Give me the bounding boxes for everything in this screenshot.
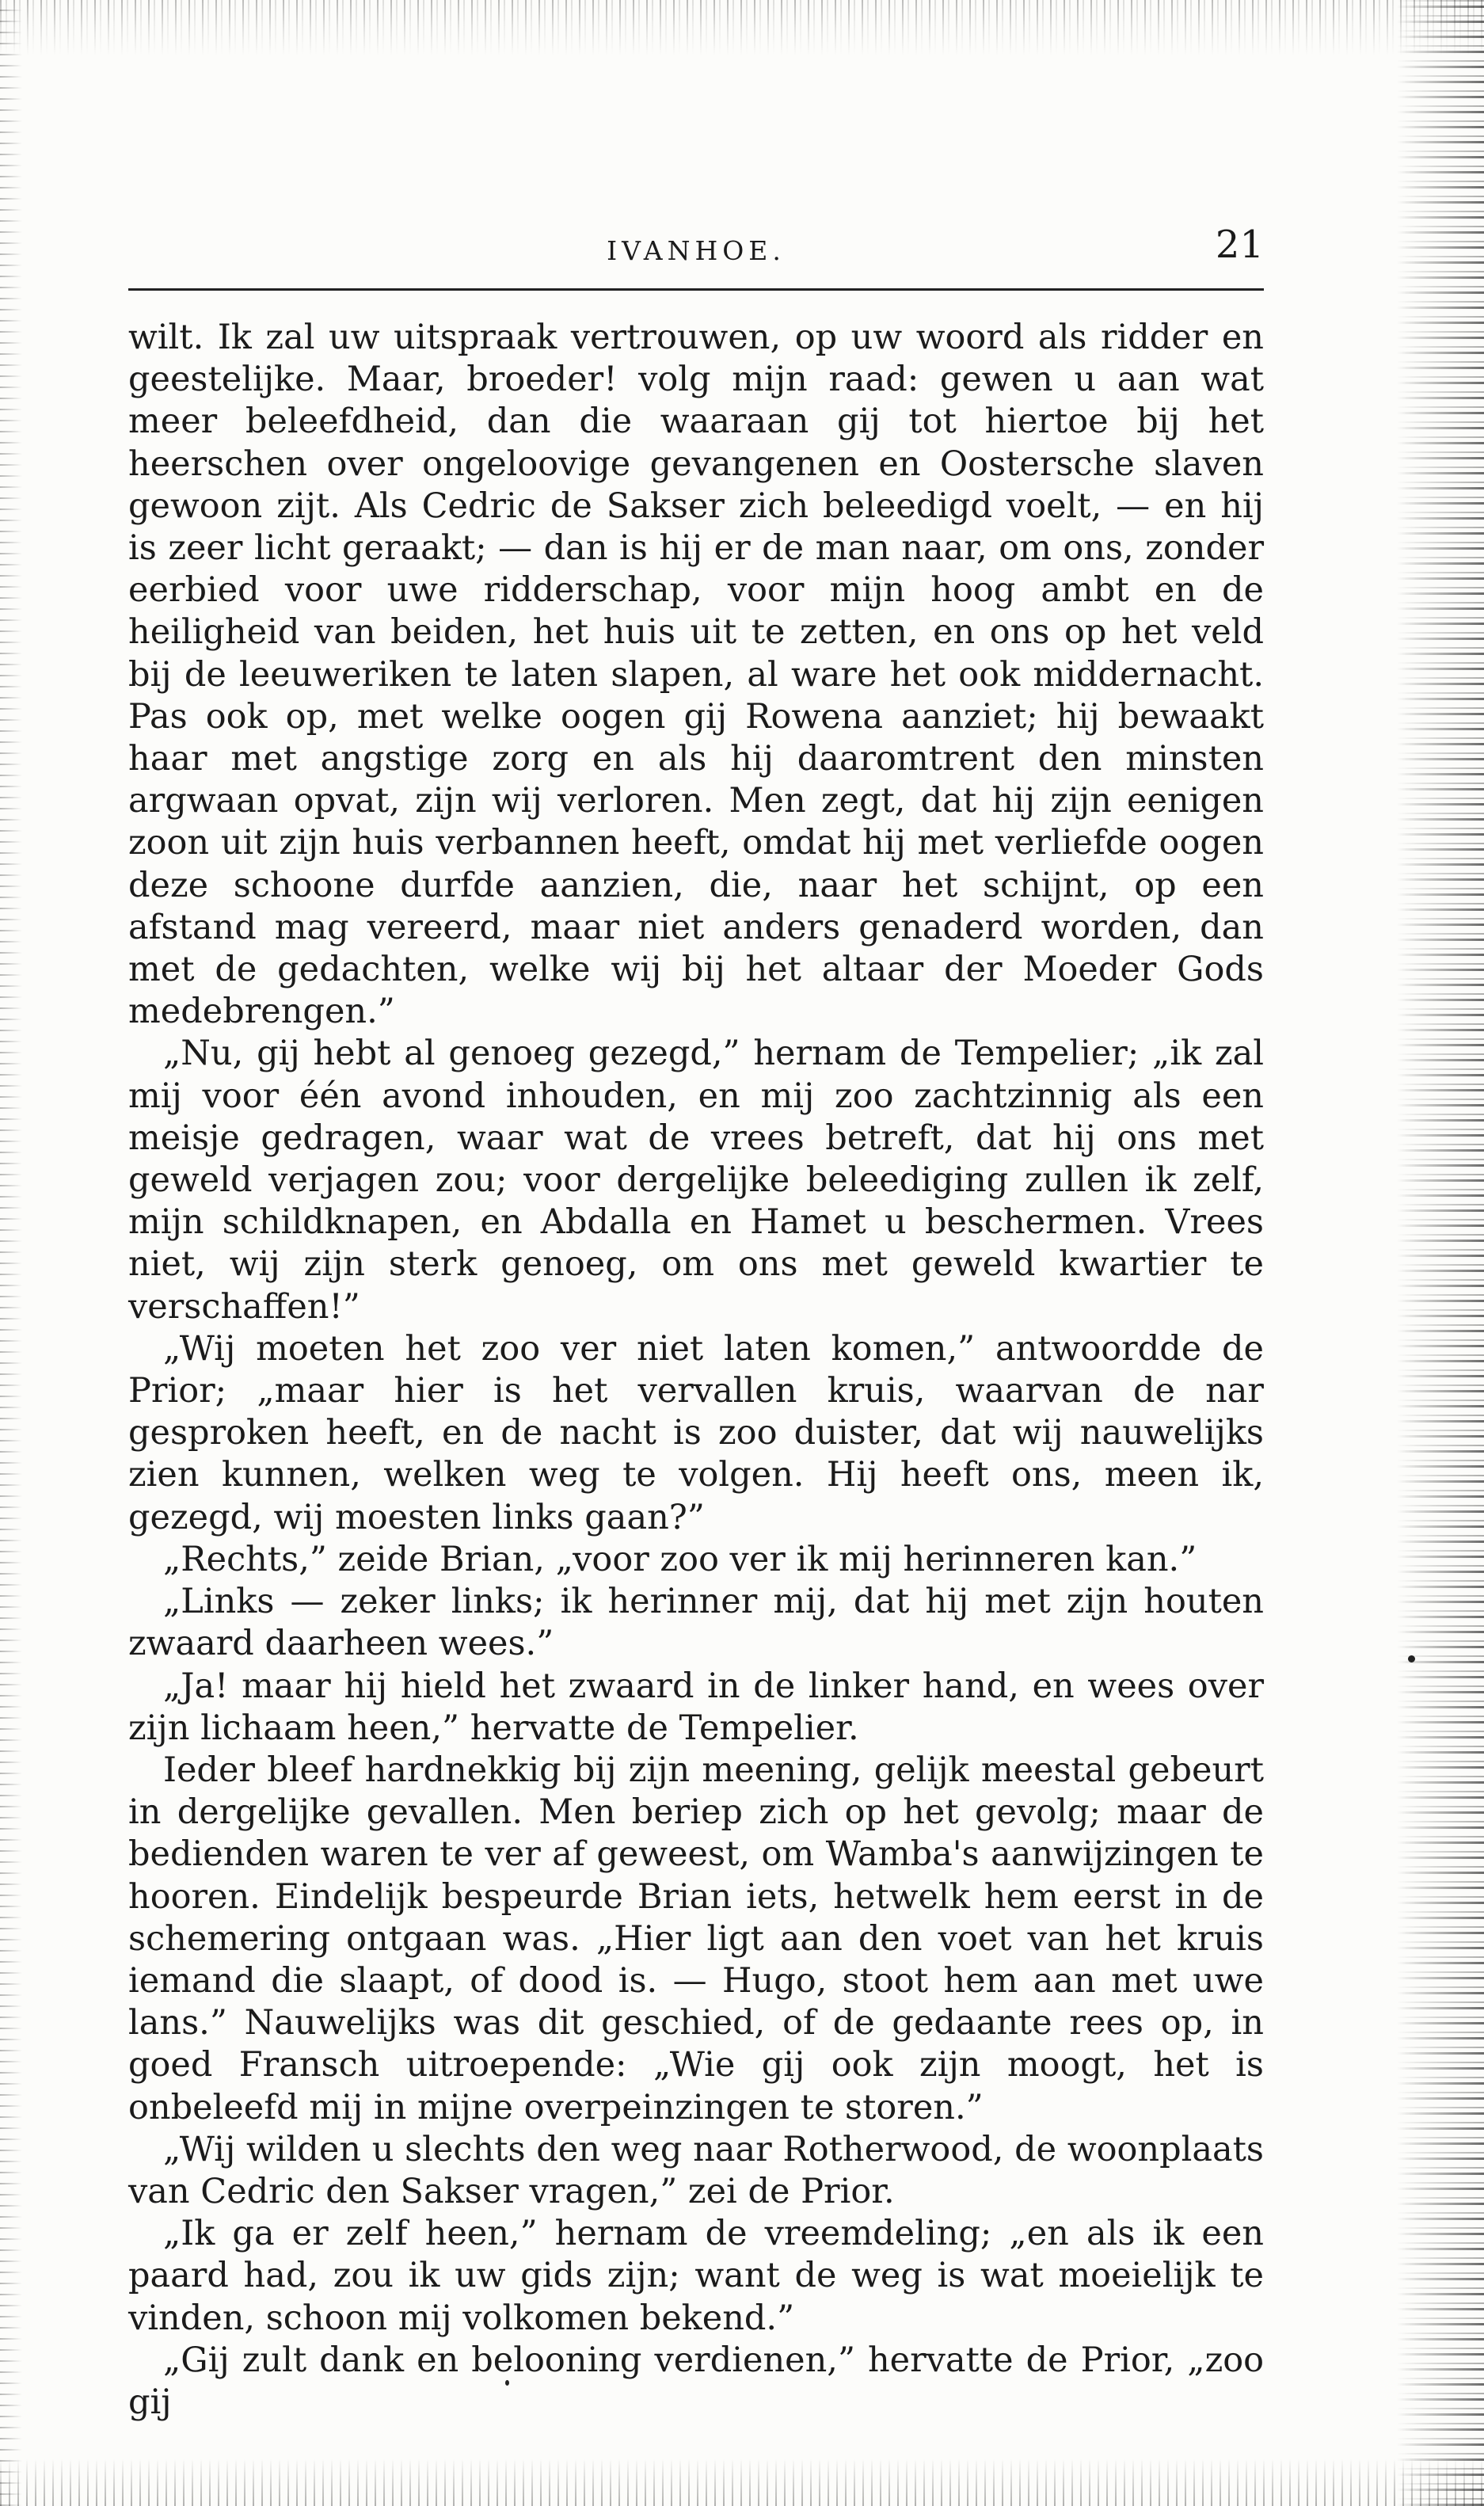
ink-speck	[1408, 1655, 1415, 1662]
scan-edge-top	[0, 0, 1484, 55]
body-text	[128, 317, 1264, 2424]
ink-speck	[505, 2380, 509, 2386]
scan-edge-right	[1397, 0, 1484, 2506]
paragraph-2: „Nu, gij hebt al genoeg gezegd,” hernam de Tempelier; „ik zal mij voor één avond inhouden, en mij zoo zachtzinnig als een meisje gedragen, waar wat de vrees betreft, dat hij ons met geweld verjagen zou; voor dergelijke beleediging zullen ik zelf, mijn schildknapen, en Abdalla en Hamet u beschermen. Vrees niet, wij zijn sterk genoeg, om ons met geweld kwartier te verschaffen!”	[128, 1034, 1264, 1327]
paragraph-7: Ieder bleef hardnekkig bij zijn meening, gelijk meestal gebeurt in dergelijke gevallen. Men beriep zich op het gevolg; maar de bedienden waren te ver af geweest, om Wamba's aanwijzingen te hooren. Eindelijk bespeurde Brian iets, hetwelk hem eerst in de schemering ontgaan was. „Hier ligt aan den voet van het kruis iemand die slaapt, of dood is. — Hugo, stoot hem aan met uwe lans.” Nauwelijks was dit geschied, of de gedaante rees op, in goed Fransch uitroepende: „Wie gij ook zijn moogt, het is onbeleefd mij in mijne overpeinzingen te storen.”	[128, 1750, 1264, 2127]
page-number: 21	[1215, 223, 1264, 267]
running-title: IVANHOE.	[607, 235, 786, 266]
paragraph-3: „Wij moeten het zoo ver niet laten komen,” antwoordde de Prior; „maar hier is het vervallen kruis, waarvan de nar gesproken heeft, en de nacht is zoo duister, dat wij nauwelijks zien kunnen, welken weg te volgen. Hij heeft ons, meen ik, gezegd, wij moesten links gaan?”	[128, 1328, 1264, 1537]
paragraph-4: „Rechts,” zeide Brian, „voor zoo ver ik mij herinneren kan.”	[163, 1539, 1197, 1579]
paragraph-8: „Wij wilden u slechts den weg naar Rotherwood, de woonplaats van Cedric den Sakser vragen,” zei de Prior.	[128, 2129, 1264, 2211]
paragraph-10: „Gij zult dank en belooning verdienen,” hervatte de Prior, „zoo gij	[128, 2340, 1264, 2422]
header-rule	[128, 288, 1264, 291]
scan-edge-left	[0, 0, 22, 2506]
scan-edge-bottom	[0, 2458, 1484, 2506]
paragraph-6: „Ja! maar hij hield het zwaard in de linker hand, en wees over zijn lichaam heen,” hervatte de Tempelier.	[128, 1666, 1264, 1748]
paragraph-5: „Links — zeker links; ik herinner mij, dat hij met zijn houten zwaard daarheen wees.”	[128, 1582, 1264, 1664]
page-header	[128, 223, 1264, 281]
paragraph-9: „Ik ga er zelf heen,” hernam de vreemdeling; „en als ik een paard had, zou ik uw gids zijn; want de weg is wat moeielijk te vinden, schoon mij volkomen bekend.”	[128, 2214, 1264, 2338]
paragraph-1: wilt. Ik zal uw uitspraak vertrouwen, op uw woord als ridder en geestelijke. Maar, broeder! volg mijn raad: gewen u aan wat meer beleefdheid, dan die waaraan gij tot hiertoe bij het heerschen over ongeloovige gevangenen en Oostersche slaven gewoon zijt. Als Cedric de Sakser zich beleedigd voelt, — en hij is zeer licht geraakt; — dan is hij er de man naar, om ons, zonder eerbied voor uwe ridderschap, voor mijn hoog ambt en de heiligheid van beiden, het huis uit te zetten, en ons op het veld bij de leeuweriken te laten slapen, al ware het ook middernacht. Pas ook op, met welke oogen gij Rowena aanziet; hij bewaakt haar met angstige zorg en als hij daaromtrent den minsten argwaan opvat, zijn wij verloren. Men zegt, dat hij zijn eenigen zoon uit zijn huis verbannen heeft, omdat hij met verliefde oogen deze schoone durfde aanzien, die, naar het schijnt, op een afstand mag vereerd, maar niet anders genaderd worden, dan met de gedachten, welke wij bij het altaar der Moeder Gods medebrengen.”	[128, 318, 1264, 1032]
